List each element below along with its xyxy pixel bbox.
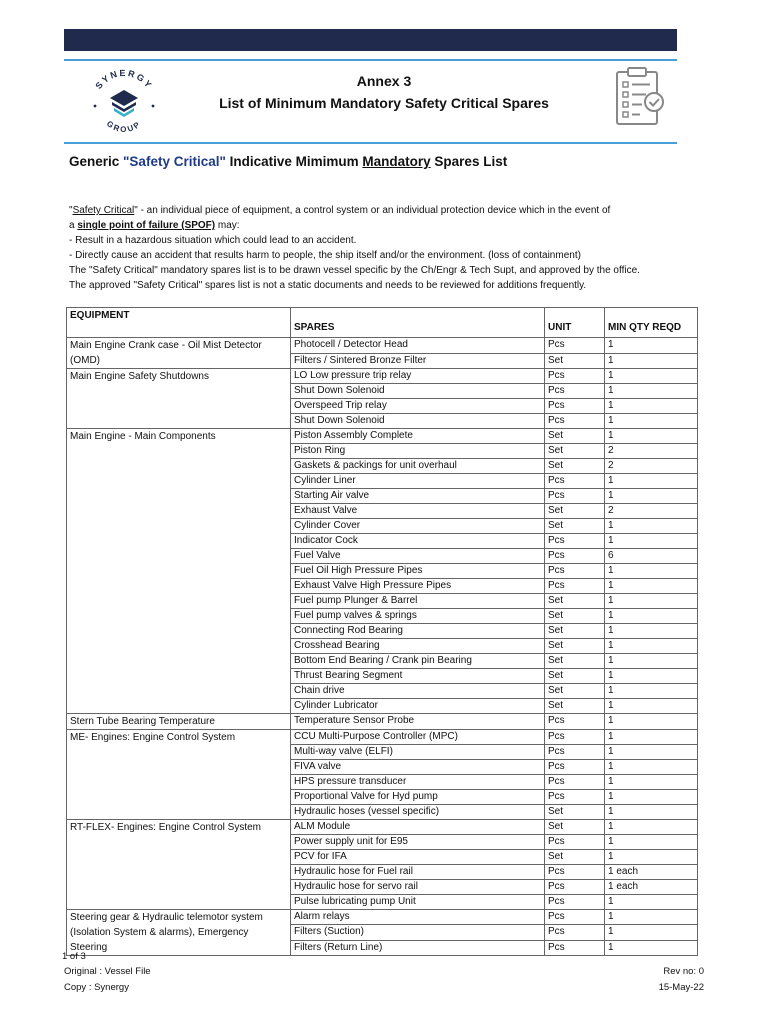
spares-table-body bbox=[67, 338, 698, 956]
spare-cell: Hydraulic hoses (vessel specific) bbox=[291, 805, 545, 820]
qty-cell: 1 bbox=[605, 760, 698, 775]
unit-cell: Pcs bbox=[545, 714, 605, 730]
spare-cell: Exhaust Valve bbox=[291, 504, 545, 519]
unit-cell: Pcs bbox=[545, 730, 605, 745]
spare-cell: Fuel Oil High Pressure Pipes bbox=[291, 564, 545, 579]
spare-cell: Fuel Valve bbox=[291, 549, 545, 564]
spare-cell: Pulse lubricating pump Unit bbox=[291, 895, 545, 910]
qty-cell: 1 bbox=[605, 429, 698, 444]
qty-cell: 1 bbox=[605, 609, 698, 624]
unit-cell: Set bbox=[545, 519, 605, 534]
unit-cell: Set bbox=[545, 459, 605, 474]
qty-cell: 1 bbox=[605, 730, 698, 745]
unit-cell: Set bbox=[545, 699, 605, 714]
spare-cell: Filters (Return Line) bbox=[291, 940, 545, 955]
spare-cell: HPS pressure transducer bbox=[291, 775, 545, 790]
unit-cell: Pcs bbox=[545, 865, 605, 880]
equipment-cell: Main Engine - Main Components bbox=[67, 429, 291, 714]
qty-cell: 6 bbox=[605, 549, 698, 564]
clipboard-checklist-icon bbox=[614, 66, 668, 128]
intro-text bbox=[69, 203, 709, 293]
spare-cell: Photocell / Detector Head bbox=[291, 338, 545, 354]
intro-may: may: bbox=[215, 220, 240, 231]
table-row bbox=[67, 369, 698, 384]
qty-cell: 1 bbox=[605, 474, 698, 489]
qty-cell: 1 bbox=[605, 805, 698, 820]
qty-cell: 1 bbox=[605, 489, 698, 504]
equipment-cell: Main Engine Crank case - Oil Mist Detector (OMD) bbox=[67, 338, 291, 369]
unit-cell: Set bbox=[545, 429, 605, 444]
subtitle-middle: Indicative Mimimum bbox=[225, 154, 363, 169]
spares-table bbox=[66, 307, 698, 956]
qty-cell: 1 bbox=[605, 850, 698, 865]
page-title: List of Minimum Mandatory Safety Critical Spares bbox=[219, 95, 549, 111]
qty-cell: 1 bbox=[605, 564, 698, 579]
spare-cell: Alarm relays bbox=[291, 910, 545, 925]
svg-text:SYNERGY: SYNERGY bbox=[93, 67, 155, 91]
unit-cell: Set bbox=[545, 594, 605, 609]
spare-cell: Piston Assembly Complete bbox=[291, 429, 545, 444]
spare-cell: Shut Down Solenoid bbox=[291, 384, 545, 399]
unit-cell: Set bbox=[545, 639, 605, 654]
intro-line-1 bbox=[69, 203, 709, 218]
unit-cell: Pcs bbox=[545, 745, 605, 760]
qty-cell: 1 bbox=[605, 369, 698, 384]
qty-cell: 1 bbox=[605, 790, 698, 805]
table-header-row bbox=[67, 308, 698, 338]
col-header-spares: SPARES bbox=[291, 308, 545, 338]
header-rule-bottom bbox=[64, 142, 677, 144]
intro-line-3: - Result in a hazardous situation which could lead to an accident. bbox=[69, 235, 357, 246]
qty-cell: 1 bbox=[605, 925, 698, 940]
spare-cell: Fuel pump valves & springs bbox=[291, 609, 545, 624]
unit-cell: Pcs bbox=[545, 474, 605, 489]
qty-cell: 1 bbox=[605, 414, 698, 429]
intro-safety-critical: Safety Critical bbox=[72, 205, 135, 216]
spare-cell: Temperature Sensor Probe bbox=[291, 714, 545, 730]
annex-label: Annex 3 bbox=[356, 73, 412, 89]
unit-cell: Set bbox=[545, 684, 605, 699]
qty-cell: 1 bbox=[605, 384, 698, 399]
equipment-cell: Stern Tube Bearing Temperature bbox=[67, 714, 291, 730]
qty-cell: 1 bbox=[605, 940, 698, 955]
unit-cell: Pcs bbox=[545, 579, 605, 594]
equipment-cell: RT-FLEX- Engines: Engine Control System bbox=[67, 820, 291, 910]
section-subtitle bbox=[69, 154, 507, 169]
table-row bbox=[67, 429, 698, 444]
spare-cell: Thrust Bearing Segment bbox=[291, 669, 545, 684]
qty-cell: 1 bbox=[605, 534, 698, 549]
unit-cell: Pcs bbox=[545, 760, 605, 775]
footer-rev: Rev no: 0 bbox=[663, 966, 704, 977]
intro-a: a bbox=[69, 220, 78, 231]
spare-cell: PCV for IFA bbox=[291, 850, 545, 865]
spare-cell: Cylinder Lubricator bbox=[291, 699, 545, 714]
subtitle-safety-critical: "Safety Critical" bbox=[123, 154, 226, 169]
spare-cell: Gaskets & packings for unit overhaul bbox=[291, 459, 545, 474]
unit-cell: Pcs bbox=[545, 895, 605, 910]
unit-cell: Pcs bbox=[545, 835, 605, 850]
table-row bbox=[67, 714, 698, 730]
spare-cell: Proportional Valve for Hyd pump bbox=[291, 790, 545, 805]
qty-cell: 2 bbox=[605, 444, 698, 459]
equipment-cell: Main Engine Safety Shutdowns bbox=[67, 369, 291, 429]
spare-cell: Overspeed Trip relay bbox=[291, 399, 545, 414]
qty-cell: 1 bbox=[605, 338, 698, 354]
qty-cell: 1 bbox=[605, 895, 698, 910]
spare-cell: Hydraulic hose for servo rail bbox=[291, 880, 545, 895]
spare-cell: Power supply unit for E95 bbox=[291, 835, 545, 850]
spare-cell: Piston Ring bbox=[291, 444, 545, 459]
qty-cell: 1 bbox=[605, 399, 698, 414]
title-block bbox=[200, 70, 568, 114]
footer-copy: Copy : Synergy bbox=[64, 982, 129, 993]
intro-line-5: The "Safety Critical" mandatory spares list is to be drawn vessel specific by the Ch/Engr & Tech Supt, and approved by the office. bbox=[69, 265, 640, 276]
spare-cell: CCU Multi-Purpose Controller (MPC) bbox=[291, 730, 545, 745]
intro-quote: " bbox=[69, 205, 73, 216]
unit-cell: Set bbox=[545, 654, 605, 669]
col-header-unit: UNIT bbox=[545, 308, 605, 338]
synergy-logo bbox=[84, 64, 164, 140]
qty-cell: 1 bbox=[605, 579, 698, 594]
subtitle-mandatory: Mandatory bbox=[362, 154, 431, 169]
footer-page: 1 of 3 bbox=[62, 951, 86, 962]
unit-cell: Pcs bbox=[545, 399, 605, 414]
header-rule-top bbox=[64, 59, 677, 61]
qty-cell: 2 bbox=[605, 459, 698, 474]
unit-cell: Pcs bbox=[545, 384, 605, 399]
spare-cell: Bottom End Bearing / Crank pin Bearing bbox=[291, 654, 545, 669]
qty-cell: 1 bbox=[605, 910, 698, 925]
qty-cell: 1 bbox=[605, 519, 698, 534]
unit-cell: Pcs bbox=[545, 414, 605, 429]
qty-cell: 1 bbox=[605, 699, 698, 714]
unit-cell: Set bbox=[545, 444, 605, 459]
unit-cell: Pcs bbox=[545, 910, 605, 925]
unit-cell: Set bbox=[545, 353, 605, 369]
header-bar bbox=[64, 29, 677, 51]
spare-cell: Exhaust Valve High Pressure Pipes bbox=[291, 579, 545, 594]
unit-cell: Pcs bbox=[545, 775, 605, 790]
intro-line-2 bbox=[69, 218, 709, 233]
unit-cell: Pcs bbox=[545, 534, 605, 549]
unit-cell: Set bbox=[545, 669, 605, 684]
spare-cell: FIVA valve bbox=[291, 760, 545, 775]
spare-cell: LO Low pressure trip relay bbox=[291, 369, 545, 384]
footer-original: Original : Vessel File bbox=[64, 966, 151, 977]
qty-cell: 1 bbox=[605, 669, 698, 684]
intro-line-4: - Directly cause an accident that results harm to people, the ship itself and/or the environment. (loss of containment) bbox=[69, 250, 581, 261]
unit-cell: Pcs bbox=[545, 338, 605, 354]
unit-cell: Pcs bbox=[545, 940, 605, 955]
qty-cell: 2 bbox=[605, 504, 698, 519]
qty-cell: 1 bbox=[605, 594, 698, 609]
qty-cell: 1 bbox=[605, 654, 698, 669]
spare-cell: Hydraulic hose for Fuel rail bbox=[291, 865, 545, 880]
qty-cell: 1 bbox=[605, 775, 698, 790]
table-row bbox=[67, 338, 698, 354]
spare-cell: Filters / Sintered Bronze Filter bbox=[291, 353, 545, 369]
unit-cell: Pcs bbox=[545, 489, 605, 504]
spare-cell: ALM Module bbox=[291, 820, 545, 835]
qty-cell: 1 bbox=[605, 639, 698, 654]
unit-cell: Set bbox=[545, 850, 605, 865]
spare-cell: Indicator Cock bbox=[291, 534, 545, 549]
qty-cell: 1 bbox=[605, 353, 698, 369]
spare-cell: Connecting Rod Bearing bbox=[291, 624, 545, 639]
spare-cell: Cylinder Liner bbox=[291, 474, 545, 489]
equipment-cell: Steering gear & Hydraulic telemotor system (Isolation System & alarms), Emergency Steering bbox=[67, 910, 291, 956]
spare-cell: Cylinder Cover bbox=[291, 519, 545, 534]
unit-cell: Set bbox=[545, 820, 605, 835]
subtitle-prefix: Generic bbox=[69, 154, 124, 169]
intro-line-6: The approved "Safety Critical" spares list is not a static documents and needs to be reviewed for additions frequently. bbox=[69, 280, 587, 291]
qty-cell: 1 each bbox=[605, 865, 698, 880]
unit-cell: Pcs bbox=[545, 790, 605, 805]
spare-cell: Filters (Suction) bbox=[291, 925, 545, 940]
unit-cell: Set bbox=[545, 609, 605, 624]
spare-cell: Chain drive bbox=[291, 684, 545, 699]
spare-cell: Shut Down Solenoid bbox=[291, 414, 545, 429]
qty-cell: 1 bbox=[605, 624, 698, 639]
footer-date: 15-May-22 bbox=[658, 982, 704, 993]
spare-cell: Crosshead Bearing bbox=[291, 639, 545, 654]
qty-cell: 1 each bbox=[605, 880, 698, 895]
table-row bbox=[67, 820, 698, 835]
table-row bbox=[67, 910, 698, 925]
qty-cell: 1 bbox=[605, 835, 698, 850]
unit-cell: Set bbox=[545, 624, 605, 639]
qty-cell: 1 bbox=[605, 714, 698, 730]
unit-cell: Set bbox=[545, 805, 605, 820]
col-header-qty: MIN QTY REQD bbox=[605, 308, 698, 338]
qty-cell: 1 bbox=[605, 745, 698, 760]
unit-cell: Pcs bbox=[545, 925, 605, 940]
qty-cell: 1 bbox=[605, 820, 698, 835]
subtitle-suffix: Spares List bbox=[430, 154, 508, 169]
unit-cell: Pcs bbox=[545, 369, 605, 384]
svg-text:GROUP: GROUP bbox=[104, 119, 144, 135]
col-header-equipment: EQUIPMENT bbox=[67, 308, 291, 338]
unit-cell: Pcs bbox=[545, 564, 605, 579]
spare-cell: Multi-way valve (ELFI) bbox=[291, 745, 545, 760]
table-row bbox=[67, 730, 698, 745]
intro-definition: " - an individual piece of equipment, a control system or an individual protection device which in the event of bbox=[134, 205, 611, 216]
spare-cell: Fuel pump Plunger & Barrel bbox=[291, 594, 545, 609]
unit-cell: Pcs bbox=[545, 880, 605, 895]
unit-cell: Set bbox=[545, 504, 605, 519]
qty-cell: 1 bbox=[605, 684, 698, 699]
intro-spof: single point of failure (SPOF) bbox=[77, 220, 216, 231]
unit-cell: Pcs bbox=[545, 549, 605, 564]
equipment-cell: ME- Engines: Engine Control System bbox=[67, 730, 291, 820]
spare-cell: Starting Air valve bbox=[291, 489, 545, 504]
